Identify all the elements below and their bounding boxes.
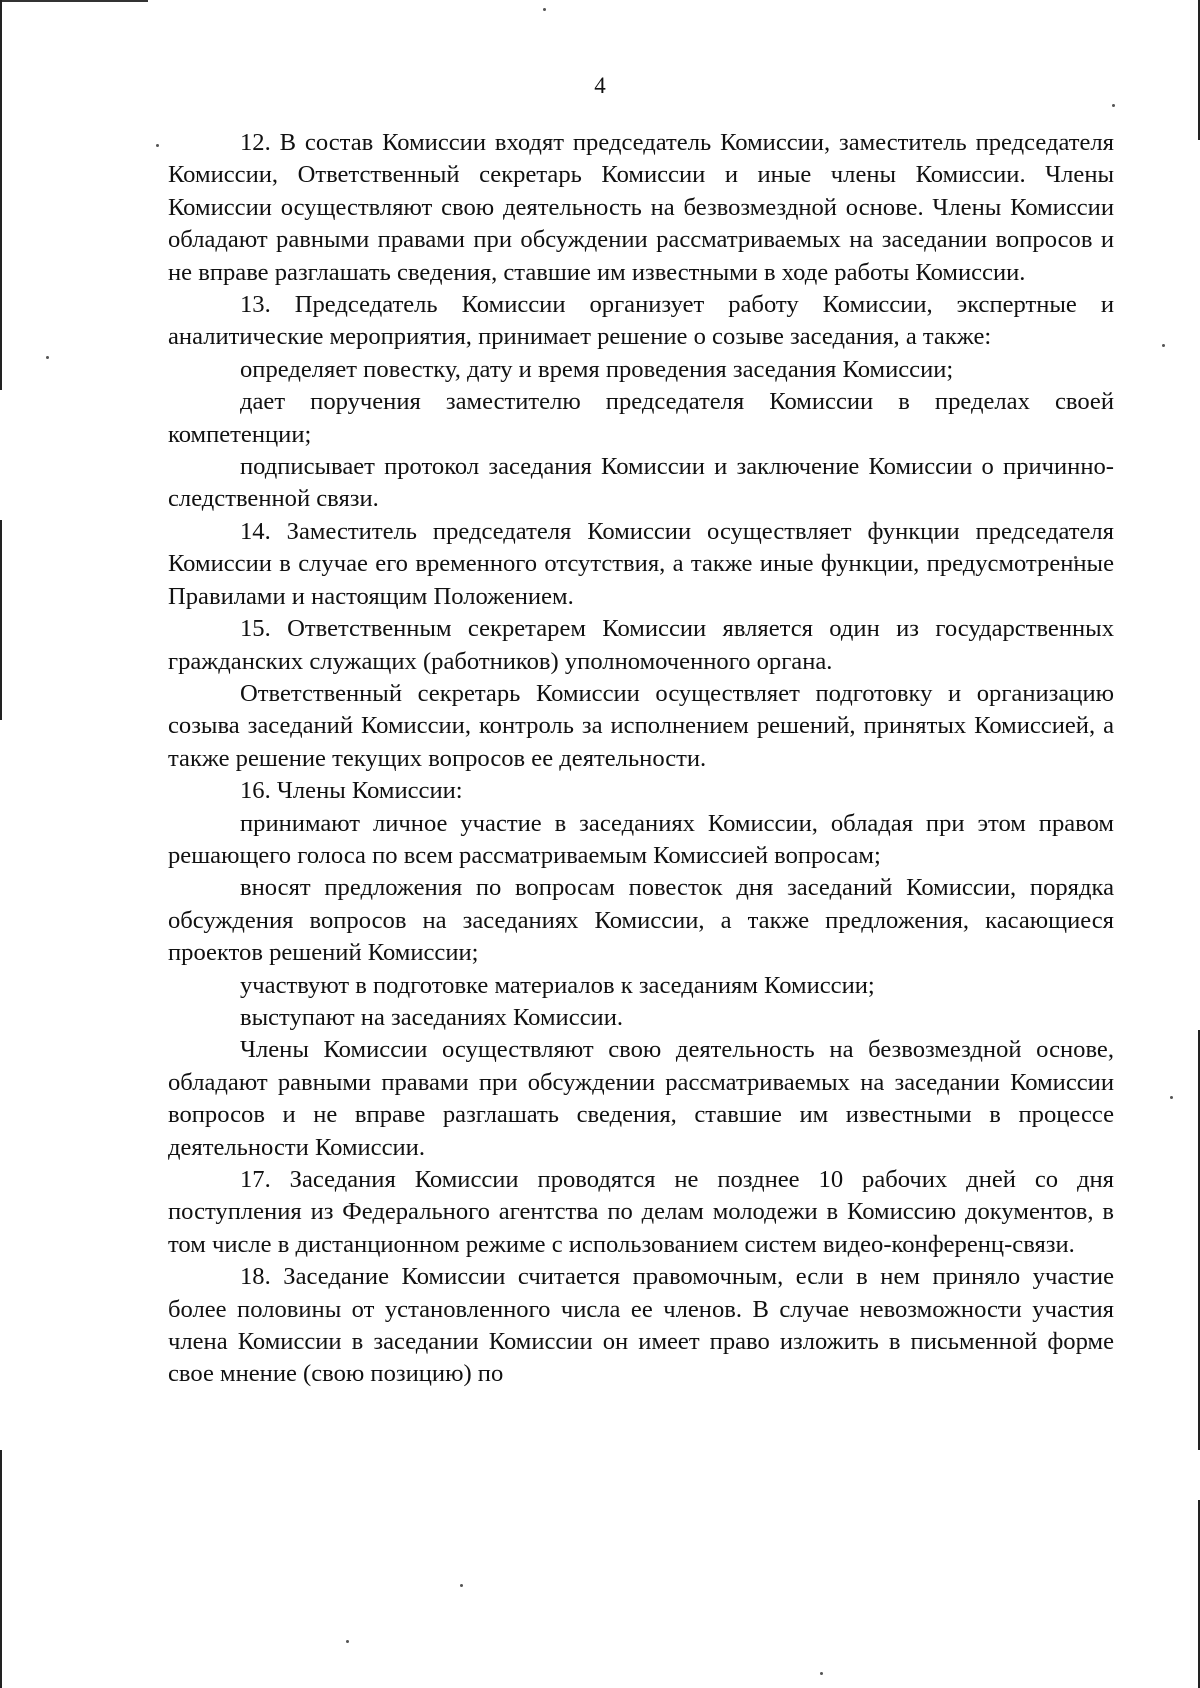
- paragraph: подписывает протокол заседания Комиссии и заключение Комиссии о причинно-следственной связи.: [168, 453, 1114, 513]
- page-number: 4: [594, 73, 606, 98]
- scan-speck: [1112, 104, 1115, 107]
- paragraph: 14. Заместитель председателя Комиссии осуществляет функции председателя Комиссии в случае его временного отсутствия, а также иные функции, предусмотренные Правилами и настоящим Положением.: [168, 517, 1114, 610]
- paragraph: дает поручения заместителю председателя Комиссии в пределах своей компетенции;: [168, 388, 1114, 448]
- paragraph: Члены Комиссии осуществляют свою деятельность на безвозмездной основе, обладают равными правами при обсуждении рассматриваемых на заседании Комиссии вопросов и не вправе разглашать сведения, ставшие им известными в процессе деятельности Комиссии.: [168, 1036, 1114, 1161]
- paragraph: 17. Заседания Комиссии проводятся не позднее 10 рабочих дней со дня поступления из Федерального агентства по делам молодежи в Комиссию документов, в том числе в дистанционном режиме с использованием систем видео-конференц-связи.: [168, 1166, 1114, 1258]
- paragraph: 16. Члены Комиссии:: [240, 777, 463, 805]
- scan-top-rule: [0, 0, 148, 2]
- scan-speck: [460, 1584, 463, 1587]
- scan-speck: [346, 1640, 349, 1643]
- paragraph: 13. Председатель Комиссии организует работу Комиссии, экспертные и аналитические мероприятия, принимает решение о созыве заседания, а также:: [168, 291, 1114, 351]
- paragraph: выступают на заседаниях Комиссии.: [240, 1003, 624, 1031]
- paragraph: принимают личное участие в заседаниях Комиссии, обладая при этом правом решающего голоса по всем рассматриваемым Комиссией вопросам;: [168, 809, 1114, 869]
- paragraph: 15. Ответственным секретарем Комиссии является один из государственных гражданских служащих (работников) уполномоченного органа.: [168, 615, 1114, 675]
- paragraph: 12. В состав Комиссии входят председатель Комиссии, заместитель председателя Комиссии, Ответственный секретарь Комиссии и иные члены Комиссии. Члены Комиссии осуществляют свою деятельность на безвозмездной основе. Члены Комиссии обладают равными правами при обсуждении рассматриваемых на заседании вопросов и не вправе разглашать сведения, ставшие им известными в ходе работы Комиссии.: [168, 129, 1114, 286]
- scan-speck: [1170, 1096, 1173, 1099]
- paragraph: определяет повестку, дату и время проведения заседания Комиссии;: [240, 355, 954, 383]
- scan-speck: [156, 144, 159, 147]
- scan-speck: [46, 356, 49, 359]
- paragraph: участвуют в подготовке материалов к заседаниям Комиссии;: [240, 971, 875, 999]
- paragraph: Ответственный секретарь Комиссии осуществляет подготовку и организацию созыва заседаний Комиссии, контроль за исполнением решений, принятых Комиссией, а также решение текущих вопросов ее деятельности.: [168, 679, 1114, 772]
- scan-edge-line: [0, 520, 2, 720]
- scan-speck: [543, 8, 546, 11]
- scan-edge-line: [0, 1450, 2, 1688]
- document-body: [168, 127, 1114, 1391]
- scan-speck: [820, 1672, 823, 1675]
- scan-speck: [1162, 344, 1165, 347]
- scan-edge-line: [0, 0, 2, 390]
- paragraph: вносят предложения по вопросам повесток дня заседаний Комиссии, порядка обсуждения вопросов на заседаниях Комиссии, а также предложения, касающиеся проектов решений Комиссии;: [168, 874, 1114, 967]
- paragraph: 18. Заседание Комиссии считается правомочным, если в нем приняло участие более половины от установленного числа ее членов. В случае невозможности участия члена Комиссии в заседании Комиссии он имеет право изложить в письменной форме свое мнение (свою позицию) по: [168, 1263, 1114, 1388]
